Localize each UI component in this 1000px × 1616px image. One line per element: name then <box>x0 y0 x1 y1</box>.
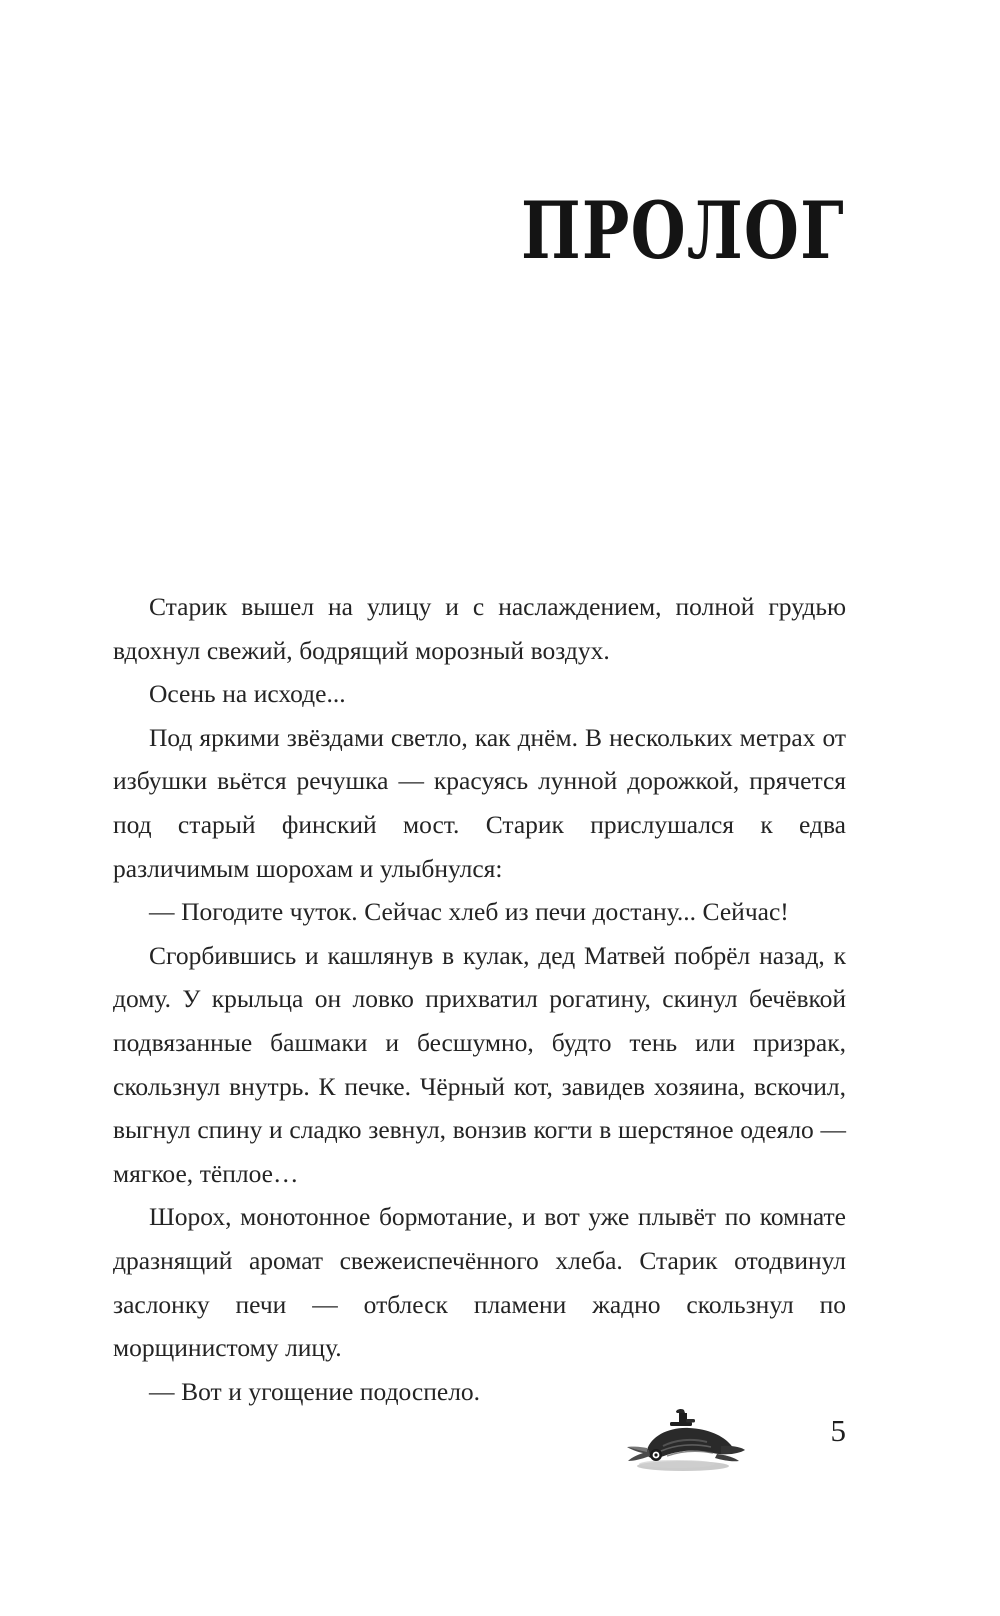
paragraph: — Погодите чуток. Сейчас хлеб из печи достану... Сейчас! <box>149 897 789 927</box>
paragraph: Шорох, монотонное бормотание, и вот уже плывёт по комнате дразнящий аромат свежеиспечённого хлеба. Старик отодвинул заслонку печи — отблеск пламени жадно скользнул по морщинистому лицу. <box>113 1202 846 1363</box>
crow-with-hat-ornament <box>617 1400 747 1474</box>
paragraph: — Вот и угощение подоспело. <box>149 1376 481 1406</box>
paragraph: Под яркими звёздами светло, как днём. В нескольких метрах от избушки вьётся речушка — красуясь лунной дорожкой, прячется под старый финский мост. Старик прислушался к едва различимым шорохам и улыбнулся: <box>113 722 846 883</box>
paragraph: Старик вышел на улицу и с наслаждением, полной грудью вдохнул свежий, бодрящий морозный воздух. <box>113 592 846 665</box>
paragraph: Осень на исходе... <box>149 679 346 709</box>
chapter-title: ПРОЛОГ <box>520 183 845 277</box>
page-footer <box>113 1392 846 1482</box>
paragraph: Сгорбившись и кашлянув в кулак, дед Матвей побрёл назад, к дому. У крыльца он ловко прихватил рогатину, скинул бечёвкой подвязанные башмаки и бесшумно, будто тень или призрак, скользнул внутрь. К печке. Чёрный кот, завидев хозяина, вскочил, выгнул спину и сладко зевнул, вонзив когти в шерстяное одеяло — мягкое, тёплое… <box>113 940 846 1188</box>
body-text-block <box>113 585 846 1413</box>
page-number: 5 <box>830 1413 846 1448</box>
